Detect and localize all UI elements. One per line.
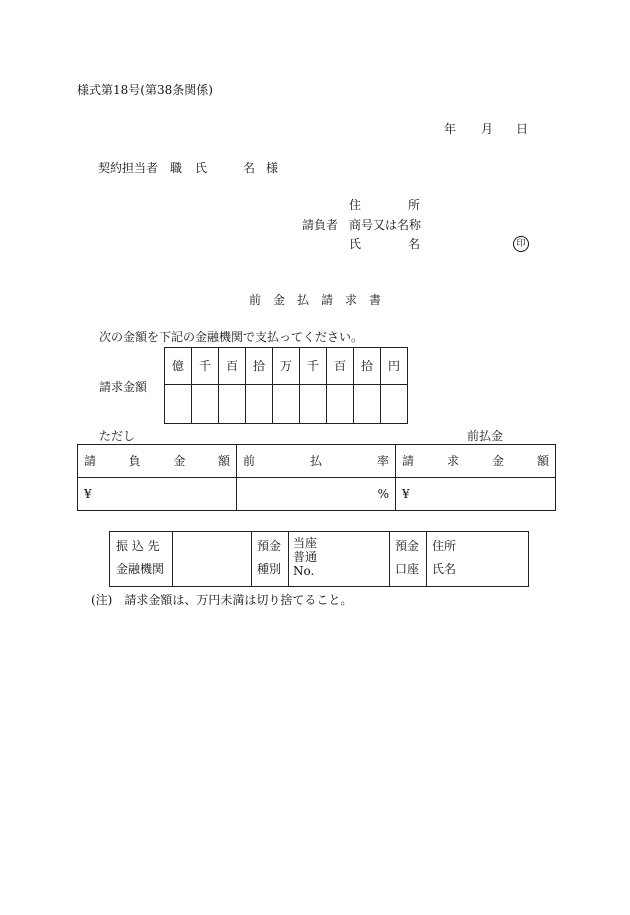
- footnote: (注) 請求金額は、万円未満は切り捨てること。: [91, 593, 353, 607]
- seal-icon: 印: [513, 236, 529, 252]
- addressee-honorific: 様: [266, 161, 279, 175]
- instruction-text: 次の金額を下記の金融機関で支払ってください。: [99, 330, 364, 344]
- unit-sen-1: 千: [192, 348, 219, 385]
- bank-destination-label: 振 込 先 金融機関: [110, 532, 173, 587]
- digit-cell[interactable]: [300, 385, 327, 424]
- contractor-name-label-1: 氏: [349, 237, 362, 251]
- yen-sign: ¥: [84, 487, 92, 501]
- date-month: 月: [481, 122, 494, 136]
- header-contract-amount: 請 負 金 額: [78, 445, 237, 478]
- doc-title-char-3: 払: [297, 293, 310, 307]
- bank-transfer-table: [109, 531, 529, 587]
- type-option-ordinary: 普通: [293, 550, 318, 564]
- contractor-group-label: 請負者: [302, 218, 339, 232]
- contractor-address-label-2: 所: [408, 198, 421, 212]
- account-number-label: No.: [293, 564, 315, 578]
- unit-sen-2: 千: [300, 348, 327, 385]
- type-option-current: 当座: [293, 536, 318, 550]
- addressee-title: 職: [170, 161, 183, 175]
- doc-title-char-5: 求: [345, 293, 358, 307]
- digit-cell[interactable]: [354, 385, 381, 424]
- digit-cell[interactable]: [192, 385, 219, 424]
- addressee-name-label-1: 氏: [195, 161, 208, 175]
- header-claim-amount: 請 求 金 額: [396, 445, 556, 478]
- digit-cell[interactable]: [273, 385, 300, 424]
- percent-sign: %: [377, 487, 389, 501]
- digit-cell[interactable]: [381, 385, 408, 424]
- unit-hyaku-1: 百: [219, 348, 246, 385]
- account-label: 預金 口座: [390, 532, 427, 587]
- doc-title-char-1: 前: [249, 293, 262, 307]
- proviso-left: ただし: [99, 429, 136, 443]
- advance-payment-table: [77, 444, 556, 511]
- advance-rate-cell[interactable]: [237, 478, 396, 511]
- digit-cell[interactable]: [327, 385, 354, 424]
- unit-oku: 億: [165, 348, 192, 385]
- contract-amount-cell[interactable]: [78, 478, 237, 511]
- date-day: 日: [516, 122, 529, 136]
- addressee-name-label-2: 名: [243, 161, 256, 175]
- contractor-address-label-1: 住: [349, 198, 362, 212]
- addressee-role: 契約担当者: [98, 161, 159, 175]
- account-holder-cell[interactable]: [427, 532, 529, 587]
- deposit-type-label: 預金 種別: [252, 532, 289, 587]
- unit-juu-2: 拾: [354, 348, 381, 385]
- doc-title-char-2: 金: [273, 293, 286, 307]
- account-address-label: 住所: [432, 539, 457, 553]
- amount-digit-table: [164, 347, 408, 424]
- header-advance-rate: 前 払 率: [237, 445, 396, 478]
- doc-title-char-4: 請: [321, 293, 334, 307]
- date-year: 年: [444, 122, 457, 136]
- doc-title-char-6: 書: [369, 293, 382, 307]
- contractor-company-label: 商号又は名称: [349, 218, 422, 232]
- unit-hyaku-2: 百: [327, 348, 354, 385]
- digit-cell[interactable]: [219, 385, 246, 424]
- yen-sign: ¥: [402, 487, 410, 501]
- form-number: 様式第18号(第38条関係): [77, 83, 213, 97]
- account-name-label: 氏名: [432, 562, 457, 576]
- digit-cell[interactable]: [246, 385, 273, 424]
- claim-amount-cell[interactable]: [396, 478, 556, 511]
- bank-name-cell[interactable]: [173, 532, 252, 587]
- contractor-name-label-2: 名: [408, 237, 421, 251]
- unit-en: 円: [381, 348, 408, 385]
- digit-cell[interactable]: [165, 385, 192, 424]
- proviso-right: 前払金: [467, 429, 504, 443]
- amount-label: 請求金額: [99, 380, 148, 394]
- unit-man: 万: [273, 348, 300, 385]
- deposit-type-cell[interactable]: [289, 532, 390, 587]
- unit-juu-1: 拾: [246, 348, 273, 385]
